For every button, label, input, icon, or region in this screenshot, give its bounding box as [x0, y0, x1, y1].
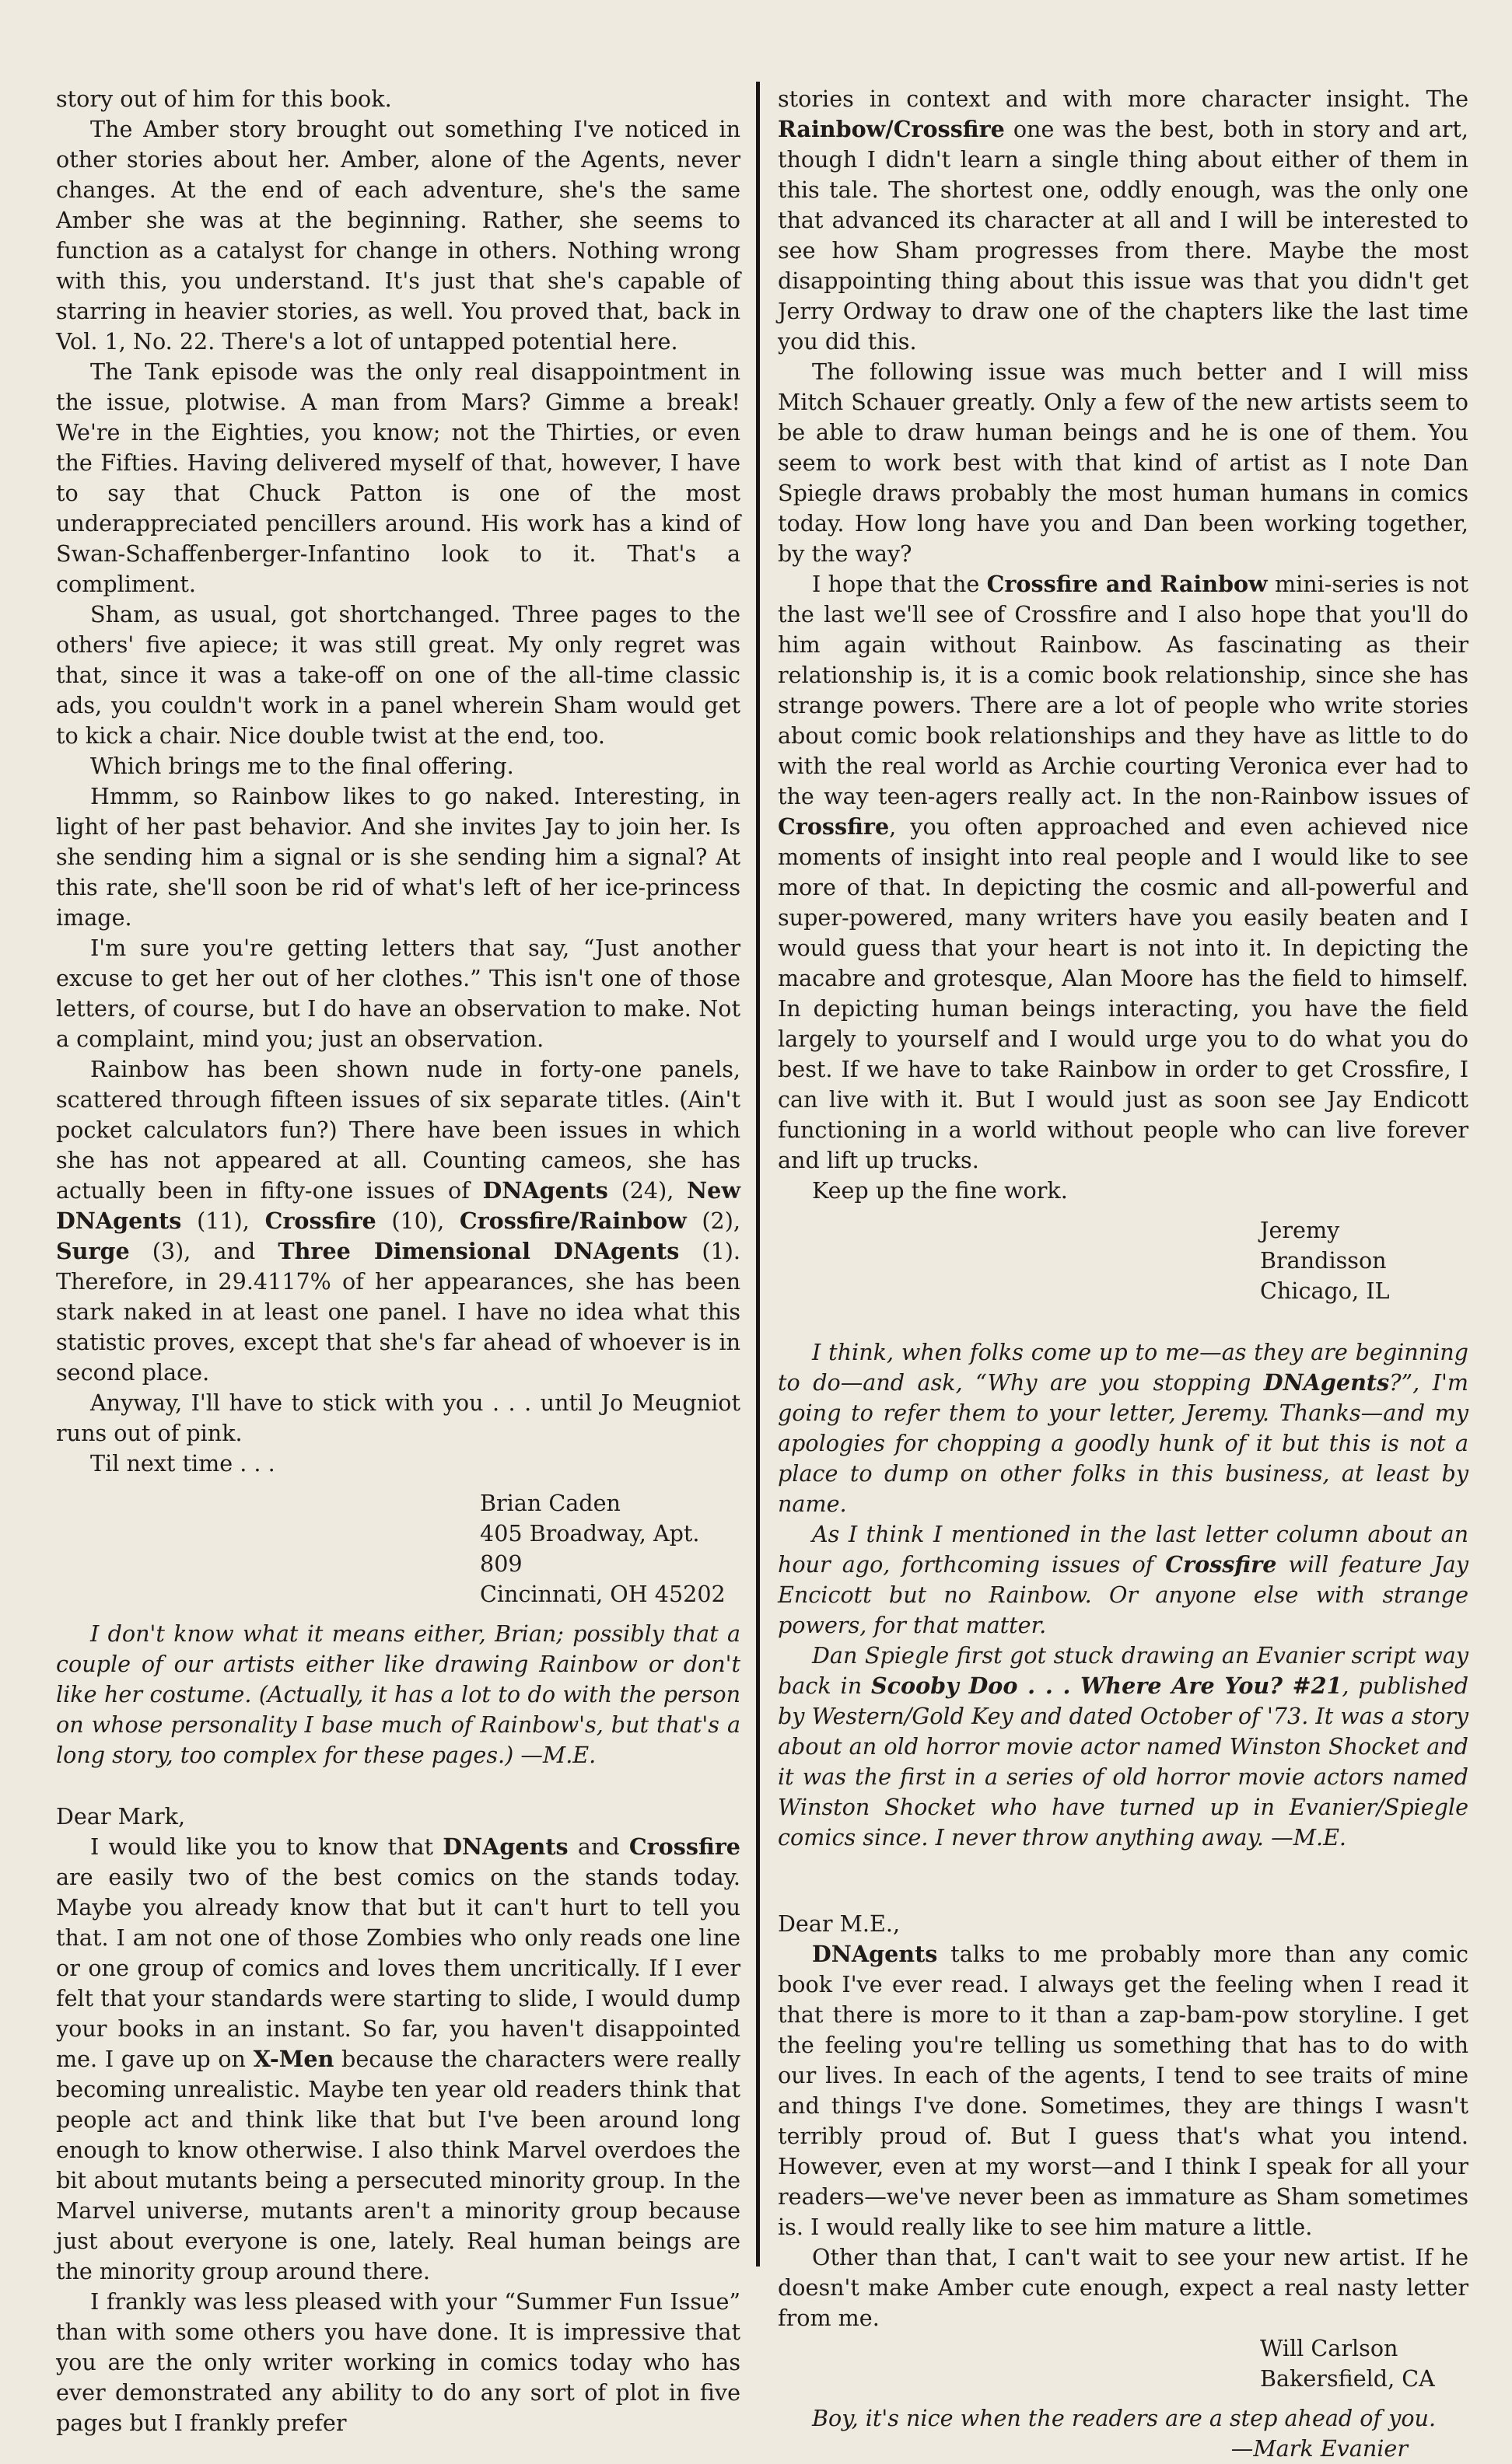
text-run: one was the best, both in story and art, though I didn't learn a single thing about either of them in this tale. The shortest one, oddly enough, was the only one that advanced its character at all and I will be interested to see how Sham progresses from there. Maybe the most disappointing thing about this issue was that you didn't get Jerry Ordway to draw one of the chapters like the last time you did this. — [778, 116, 1468, 355]
text-run: mini-series is not the last we'll see of Crossfire and I also hope that you'll do him again without Rainbow. As fascinating as their relationship is, it is a comic book relationship, since she has strange powers. There are a lot of people who write stories about comic book relationships and they have as little to do with the real world as Archie courting Veronica ever had to the way teen-agers really act. In the non-Rainbow issues of — [778, 571, 1469, 809]
editor-response — [778, 1519, 1468, 1641]
comic-title: Scooby Doo . . . Where Are You? #21 — [870, 1672, 1342, 1699]
comic-title: Crossfire and Rainbow — [986, 571, 1268, 597]
comic-title: Surge — [56, 1238, 130, 1264]
text-run: talks to me probably more than any comic book I've ever read. I always get the feeling when I read it that there is more to it than a zap-bam-pow storyline. I get the feeling you're telling us something that has to do with our lives. In each of the agents, I tend to see traits of mine and things I've done. Sometimes, they are things I wasn't terribly proud of. But I guess that's what you intend. However, even at my worst—and I think I speak for all your readers—we've never been as immature as Sham sometimes is. I would really like to see him mature a little. — [778, 1941, 1468, 2240]
text-run: are easily two of the best comics on the stands today. Maybe you already know that but it can't hurt to tell you that. I am not one of those Zombies who only reads one line or one group of comics and loves them uncritically. If I ever felt that your standards were starting to slide, I would dump your books in an instant. So far, you haven't disappointed me. I gave up on — [56, 1864, 740, 2072]
text-run: I hope that the — [812, 571, 987, 597]
letter-paragraph: Other than that, I can't wait to see your new artist. If he doesn't make Amber cute enough, expect a real nasty letter from me. — [778, 2244, 1468, 2331]
column-divider — [756, 82, 760, 2267]
signature-name: Brian Caden — [480, 1490, 621, 1516]
letter-greeting: Dear M.E., — [778, 1910, 901, 1937]
letter-paragraph: The Amber story brought out something I've noticed in other stories about her. Amber, alone of the Agents, never changes. At the end of each adventure, she's the same Amber she was at the beginning. Rather, she seems to function as a catalyst for change in others. Nothing wrong with this, you understand. It's just that she's capable of starring in heavier stories, as well. You proved that, back in Vol. 1, No. 22. There's a lot of untapped potential here. — [56, 116, 740, 355]
text-run: As I think I mentioned in the last letter column about an hour ago, forthcoming issues of — [778, 1521, 1468, 1578]
text-run: I think, when folks come up to me—as they are beginning to do—and ask, “Why are you stopping — [778, 1339, 1468, 1396]
left-column — [56, 84, 740, 2438]
signature-city: Bakersfield, CA — [1260, 2365, 1435, 2392]
text-run: , published by Western/Gold Key and dated October of '73. It was a story about an old horror movie actor named Winston Shocket and it was the first in a series of old horror movie actors named Winston Shocket who have turned up in Evanier/Spiegle comics since. I never throw anything away. —M.E. — [778, 1672, 1468, 1851]
comic-title: DNAgents — [1263, 1369, 1390, 1396]
comic-title: DNAgents — [443, 1833, 569, 1860]
letter-greeting: Dear Mark, — [56, 1803, 186, 1830]
comic-title: Crossfire — [628, 1833, 740, 1860]
comic-title: Crossfire/Rainbow — [459, 1208, 687, 1234]
text-run: (1). Therefore, in 29.4117% of her appearances, she has been stark naked in at least one panel. I have no idea what this statistic proves, except that she's far ahead of whoever is in second place. — [56, 1238, 740, 1386]
right-column — [778, 84, 1468, 2464]
comic-title: Rainbow/Crossfire — [778, 116, 1005, 142]
letter-paragraph: I'm sure you're getting letters that say, “Just another excuse to get her out of her clothes.” This isn't one of those letters, of course, but I do have an observation to make. Not a complaint, mind you; just an observation. — [56, 935, 740, 1052]
letter-paragraph: I frankly was less pleased with your “Summer Fun Issue” than with some others you have done. It is impressive that you are the only writer working in comics today who has ever demonstrated any ability to do any sort of plot in five pages but I frankly prefer — [56, 2288, 740, 2436]
text-run: I would like you to know that — [90, 1833, 443, 1860]
editor-response: I don't know what it means either, Brian; possibly that a couple of our artists either like drawing Rainbow or don't like her costume. (Actually, it has a lot to do with the person on whose personality I base much of Rainbow's, but that's a long story, too complex for these pages.) —M.E. — [56, 1620, 740, 1768]
letter-paragraph: Keep up the fine work. — [812, 1177, 1068, 1204]
signature-name: Jeremy Brandisson — [1260, 1217, 1387, 1274]
letter-paragraph — [778, 84, 1468, 357]
letter-paragraph: Til next time . . . — [90, 1450, 275, 1477]
letter-paragraph: story out of him for this book. — [56, 86, 392, 112]
editor-signature: —Mark Evanier — [1230, 2435, 1408, 2462]
letter-paragraph: Anyway, I'll have to stick with you . . . until Jo Meugniot runs out of pink. — [56, 1389, 740, 1446]
signature-city: Chicago, IL — [1260, 1277, 1390, 1304]
letter-paragraph: Sham, as usual, got shortchanged. Three pages to the others' five apiece; it was still great. My only regret was that, since it was a take-off on one of the all-time classic ads, you couldn't work in a panel wherein Sham would get to kick a chair. Nice double twist at the end, too. — [56, 601, 740, 749]
text-run: , you often approached and even achieved nice moments of insight into real people and I would like to see more of that. In depicting the cosmic and all-powerful and super-powered, many writers have you easily beaten and I would guess that your heart is not into it. In depicting the macabre and grotesque, Alan Moore has the field to himself. In depicting human beings interacting, you have the field largely to yourself and I would urge you to do what you do best. If we have to take Rainbow in order to get Crossfire, I can live with it. But I would just as soon see Jay Endicott functioning in a world without people who can live forever and lift up trucks. — [778, 813, 1468, 1173]
text-run: stories in context and with more character insight. The — [778, 86, 1468, 112]
letter-paragraph — [778, 569, 1468, 1176]
text-run: Dan Spiegle first got stuck drawing an Evanier script way back in — [778, 1642, 1468, 1699]
editor-response — [778, 1641, 1468, 1853]
text-run: and — [568, 1833, 629, 1860]
comic-title: Crossfire — [778, 813, 890, 840]
text-run: (11), — [181, 1208, 265, 1234]
text-run: (24), — [607, 1177, 688, 1204]
letter-paragraph — [56, 1054, 740, 1388]
signature-city: Cincinnati, OH 45202 — [480, 1581, 726, 1607]
signature-name: Will Carlson — [1260, 2335, 1398, 2361]
text-run: will feature Jay Encicott but no Rainbow. Or anyone else with strange powers, for that matter. — [778, 1551, 1469, 1638]
comic-title: Crossfire — [1165, 1551, 1277, 1578]
letter-paragraph: The following issue was much better and I will miss Mitch Schauer greatly. Only a few of the new artists seem to be able to draw human beings and he is one of them. You seem to work best with that kind of artist as I note Dan Spiegle draws probably the most human humans in comics today. How long have you and Dan been working together, by the way? — [778, 358, 1468, 567]
letter-paragraph — [56, 1832, 740, 2287]
signature-address: 405 Broadway, Apt. 809 — [480, 1520, 700, 1577]
text-run: (10), — [376, 1208, 460, 1234]
comic-title: Three Dimensional DNAgents — [278, 1238, 680, 1264]
editor-response — [778, 1337, 1468, 1519]
comic-title: X-Men — [253, 2046, 334, 2072]
letter-paragraph: Which brings me to the final offering. — [90, 753, 514, 779]
text-run: because the characters were really becoming unrealistic. Maybe ten year old readers think that people act and think like that but I've been around long enough to know otherwise. I also think Marvel overdoes the bit about mutants being a persecuted minority group. In the Marvel universe, mutants aren't a minority group because just about everyone is one, lately. Real human beings are the minority group around there. — [56, 2046, 740, 2284]
comic-title: DNAgents — [812, 1941, 938, 1967]
letter-paragraph — [778, 1939, 1468, 2242]
comic-title: DNAgents — [482, 1177, 608, 1204]
letter-paragraph: Hmmm, so Rainbow likes to go naked. Interesting, in light of her past behavior. And she invites Jay to join her. Is she sending him a signal or is she sending him a signal? At this rate, she'll soon be rid of what's left of her ice-princess image. — [56, 783, 740, 931]
text-run: Rainbow has been shown nude in forty-one panels, scattered through fifteen issues of six separate titles. (Ain't pocket calculators fun?) There have been issues in which she has not appeared at all. Counting cameos, she has actually been in fifty-one issues of — [56, 1056, 740, 1204]
text-run: (3), and — [129, 1238, 278, 1264]
text-run: ?”, I'm going to refer them to your letter, Jeremy. Thanks—and my apologies for chopping a goodly hunk of it but this is not a place to dump on other folks in this business, at least by name. — [778, 1369, 1468, 1517]
comic-title: New DNAgents — [56, 1177, 740, 1234]
comic-title: Crossfire — [264, 1208, 376, 1234]
text-run: (2), — [686, 1208, 740, 1234]
letter-paragraph: The Tank episode was the only real disappointment in the issue, plotwise. A man from Mars? Gimme a break! We're in the Eighties, you know; not the Thirties, or even the Fifties. Having delivered myself of that, however, I have to say that Chuck Patton is one of the most underappreciated pencillers around. His work has a kind of Swan-Schaffenberger-Infantino look to it. That's a compliment. — [56, 358, 740, 597]
editor-response: Boy, it's nice when the readers are a step ahead of you. — [812, 2405, 1437, 2431]
